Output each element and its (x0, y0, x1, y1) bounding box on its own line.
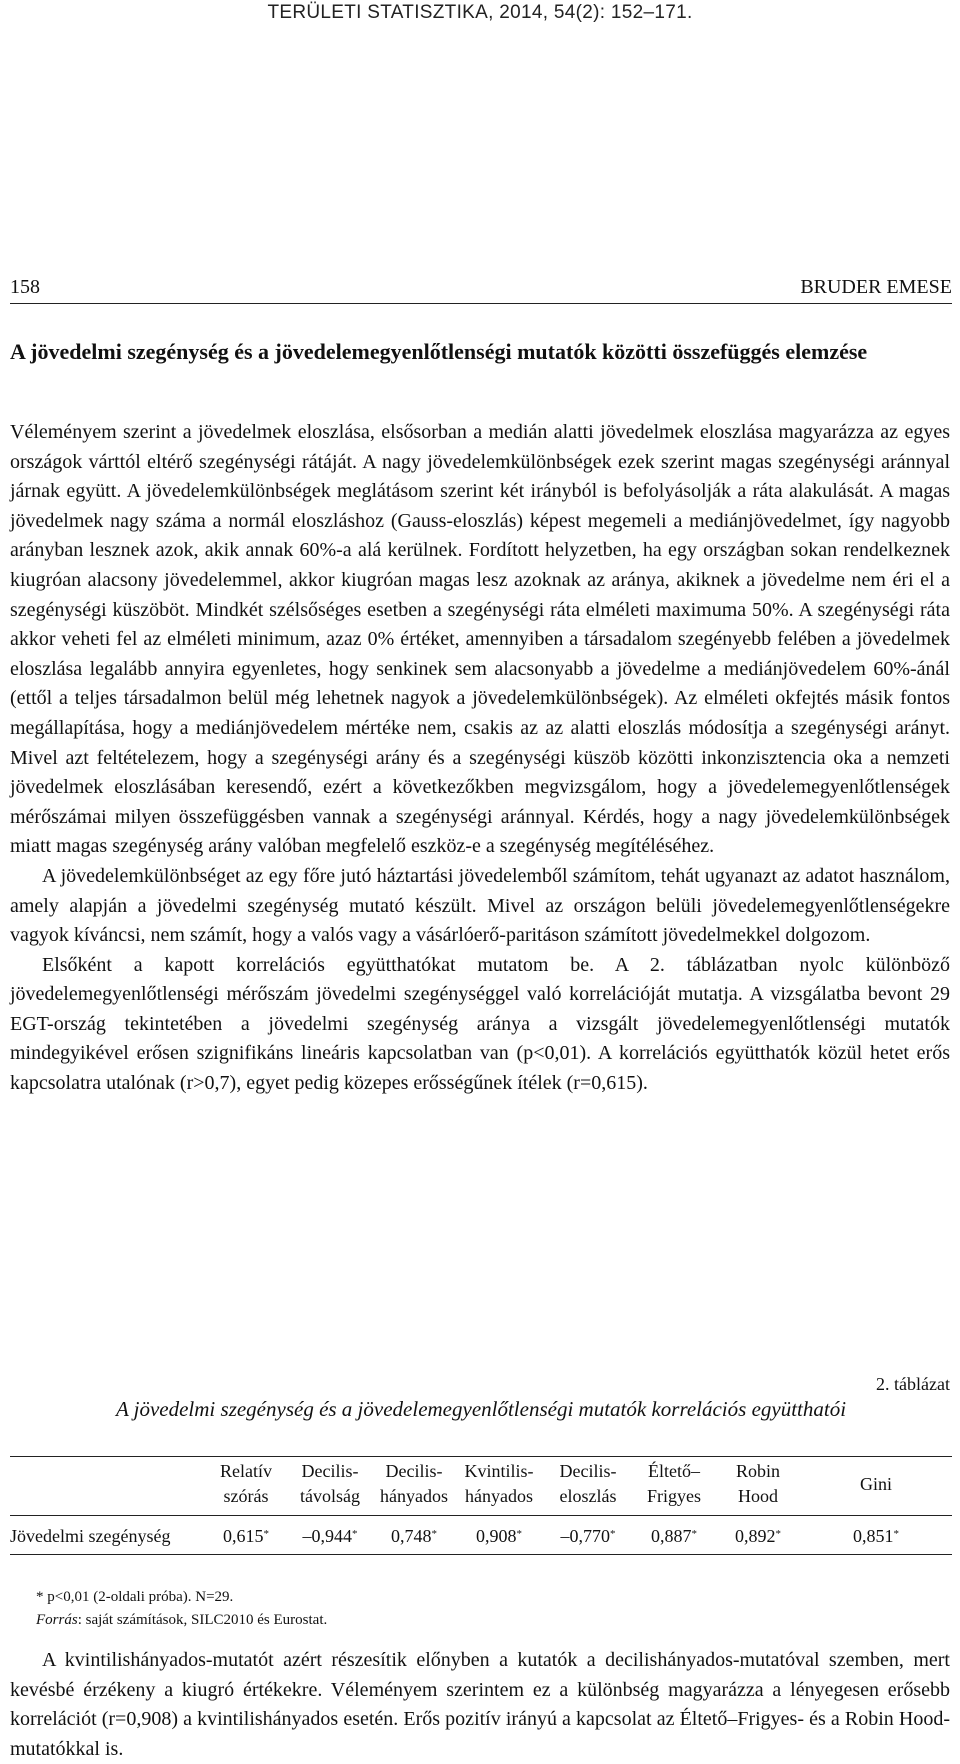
table-cell: 0,887* (632, 1516, 716, 1555)
header-empty (10, 1457, 206, 1516)
col-header: Gini (800, 1457, 952, 1516)
header-rule (10, 303, 952, 304)
col-header: Decilis- eloszlás (544, 1457, 632, 1516)
table-cell: –0,944* (286, 1516, 374, 1555)
col-header: Decilis- távolság (286, 1457, 374, 1516)
table-cell: –0,770* (544, 1516, 632, 1555)
col-header: Éltető– Frigyes (632, 1457, 716, 1516)
paragraph: Véleményem szerint a jövedelmek eloszlása, elsősorban a medián alatti jövedelmek eloszlása magyarázza az egyes országok várttól eltérő szegénységi rátáját. A nagy jövedelemkülönbségek ezek szerint magas szegénységi aránnyal járnak együtt. A jövedelemkülönbségek meglátásom szerint két irányból is befolyásolják a ráta alakulását. A magas jövedelmek nagy száma a normál eloszláshoz (Gauss-eloszlás) képest megemeli a mediánjövedelmet, így nagyobb arányban lesznek azok, akik annak 60%-a alá kerülnek. Fordított helyzetben, ha egy országban sokan rendelkeznek kiugróan alacsony jövedelemmel, akkor kiugróan magas lesz azoknak az aránya, akiknek a jövedelme nem éri el a szegénységi küszöböt. Mindkét szélsőséges esetben a szegénységi ráta elméleti maximuma 50%. A szegénységi ráta akkor veheti fel az elméleti minimum, azaz 0% értéket, amennyiben a társadalom szegényebb felében a jövedelmek eloszlása legalább annyira egyenletes, hogy senkinek sem alacsonyabb a jövedelme a mediánjövedelem 60%-ánál (ettől a teljes társadalmon belül még lehetnek nagyok a jövedelemkülönbségek). Az elméleti okfejtés másik fontos megállapítása, hogy a mediánjövedelem mértéke nem, csakis az az alatti eloszlás módosítja a szegénységi arányt. Mivel azt feltételezem, hogy a szegénységi arány és a szegénységi küszöb közötti inkonzisztencia oka a nemzeti jövedelmek eloszlásában keresendő, ezért a következőkben megvizsgálom, hogy a jövedelemegyenlőtlenségek mérőszámai milyen összefüggésben vannak a szegénységi aránnyal. Kérdés, hogy a nagy jövedelemkülönbségek miatt magas szegénység arány valóban megfelelő eszköz-e a szegénység megítéléséhez. (10, 421, 950, 858)
table-header-row (10, 1457, 952, 1516)
col-header: Decilis- hányados (374, 1457, 454, 1516)
row-label: Jövedelmi szegénység (10, 1516, 206, 1555)
author-name: BRUDER EMESE (800, 276, 952, 298)
table-cell: 0,892* (716, 1516, 800, 1555)
paragraph: A jövedelemkülönbséget az egy főre jutó háztartási jövedelemből számítom, tehát ugyanazt az adatot használom, amely alapján a jövedelmi szegénység mutató készült. Mivel az országon belüli jövedelemegyenlőtlenségekre vagyok kíváncsi, nem számít, hogy a valós vagy a vásárlóerő-paritáson számított jövedelmekkel dolgozom. (10, 864, 950, 947)
table-cell: 0,851* (800, 1516, 952, 1555)
paragraph: A kvintilishányados-mutatót azért részesítik előnyben a kutatók a decilishányados-mutatóval szemben, mert kevésbé érzékeny a kiugró értékekre. Véleményem szerintem ez a különbség magyarázza a lényegesen erősebb korrelációt (r=0,908) a kvintilishányados esetén. Erős pozitív irányú a kapcsolat az Éltető–Frigyes- és a Robin Hood-mutatókkal is. (10, 1649, 950, 1760)
table-cell: 0,908* (454, 1516, 544, 1555)
paragraph: Elsőként a kapott korrelációs együtthatókat mutatom be. A 2. táblázatban nyolc különböző jövedelemegyenlőtlenségi mérőszám jövedelmi szegénységgel való korrelációját mutatja. A vizsgálatba bevont 29 EGT-ország tekintetében a jövedelmi szegénység aránya a vizsgált jövedelemegyenlőtlenségi mutatók mindegyikével erősen szignifikáns lineáris kapcsolatban van (p<0,01). A korrelációs együtthatók közül hetet erős kapcsolatra utalónak (r>0,7), egyet pedig közepes erősségűnek ítélek (r=0,615). (10, 953, 950, 1095)
table-number: 2. táblázat (876, 1374, 950, 1394)
correlation-table (10, 1456, 952, 1555)
section-title: A jövedelmi szegénység és a jövedelemegyenlőtlenségi mutatók közötti összefüggés elemzése (10, 339, 868, 364)
col-header: Relatív szórás (206, 1457, 286, 1516)
body-text-lower (10, 1646, 950, 1764)
body-text-upper (10, 418, 950, 1099)
col-header: Kvintilis- hányados (454, 1457, 544, 1516)
table-source: Forrás: saját számítások, SILC2010 és Eurostat. (36, 1612, 328, 1628)
table-note: * p<0,01 (2-oldali próba). N=29. (36, 1589, 234, 1605)
table-cell: 0,748* (374, 1516, 454, 1555)
table-cell: 0,615* (206, 1516, 286, 1555)
table-row (10, 1516, 952, 1555)
page-number: 158 (10, 276, 40, 298)
table-title: A jövedelmi szegénység és a jövedelemegyenlőtlenségi mutatók korrelációs együtthatói (115, 1397, 847, 1421)
col-header: Robin Hood (716, 1457, 800, 1516)
journal-header: TERÜLETI STATISZTIKA, 2014, 54(2): 152–171. (267, 2, 693, 23)
